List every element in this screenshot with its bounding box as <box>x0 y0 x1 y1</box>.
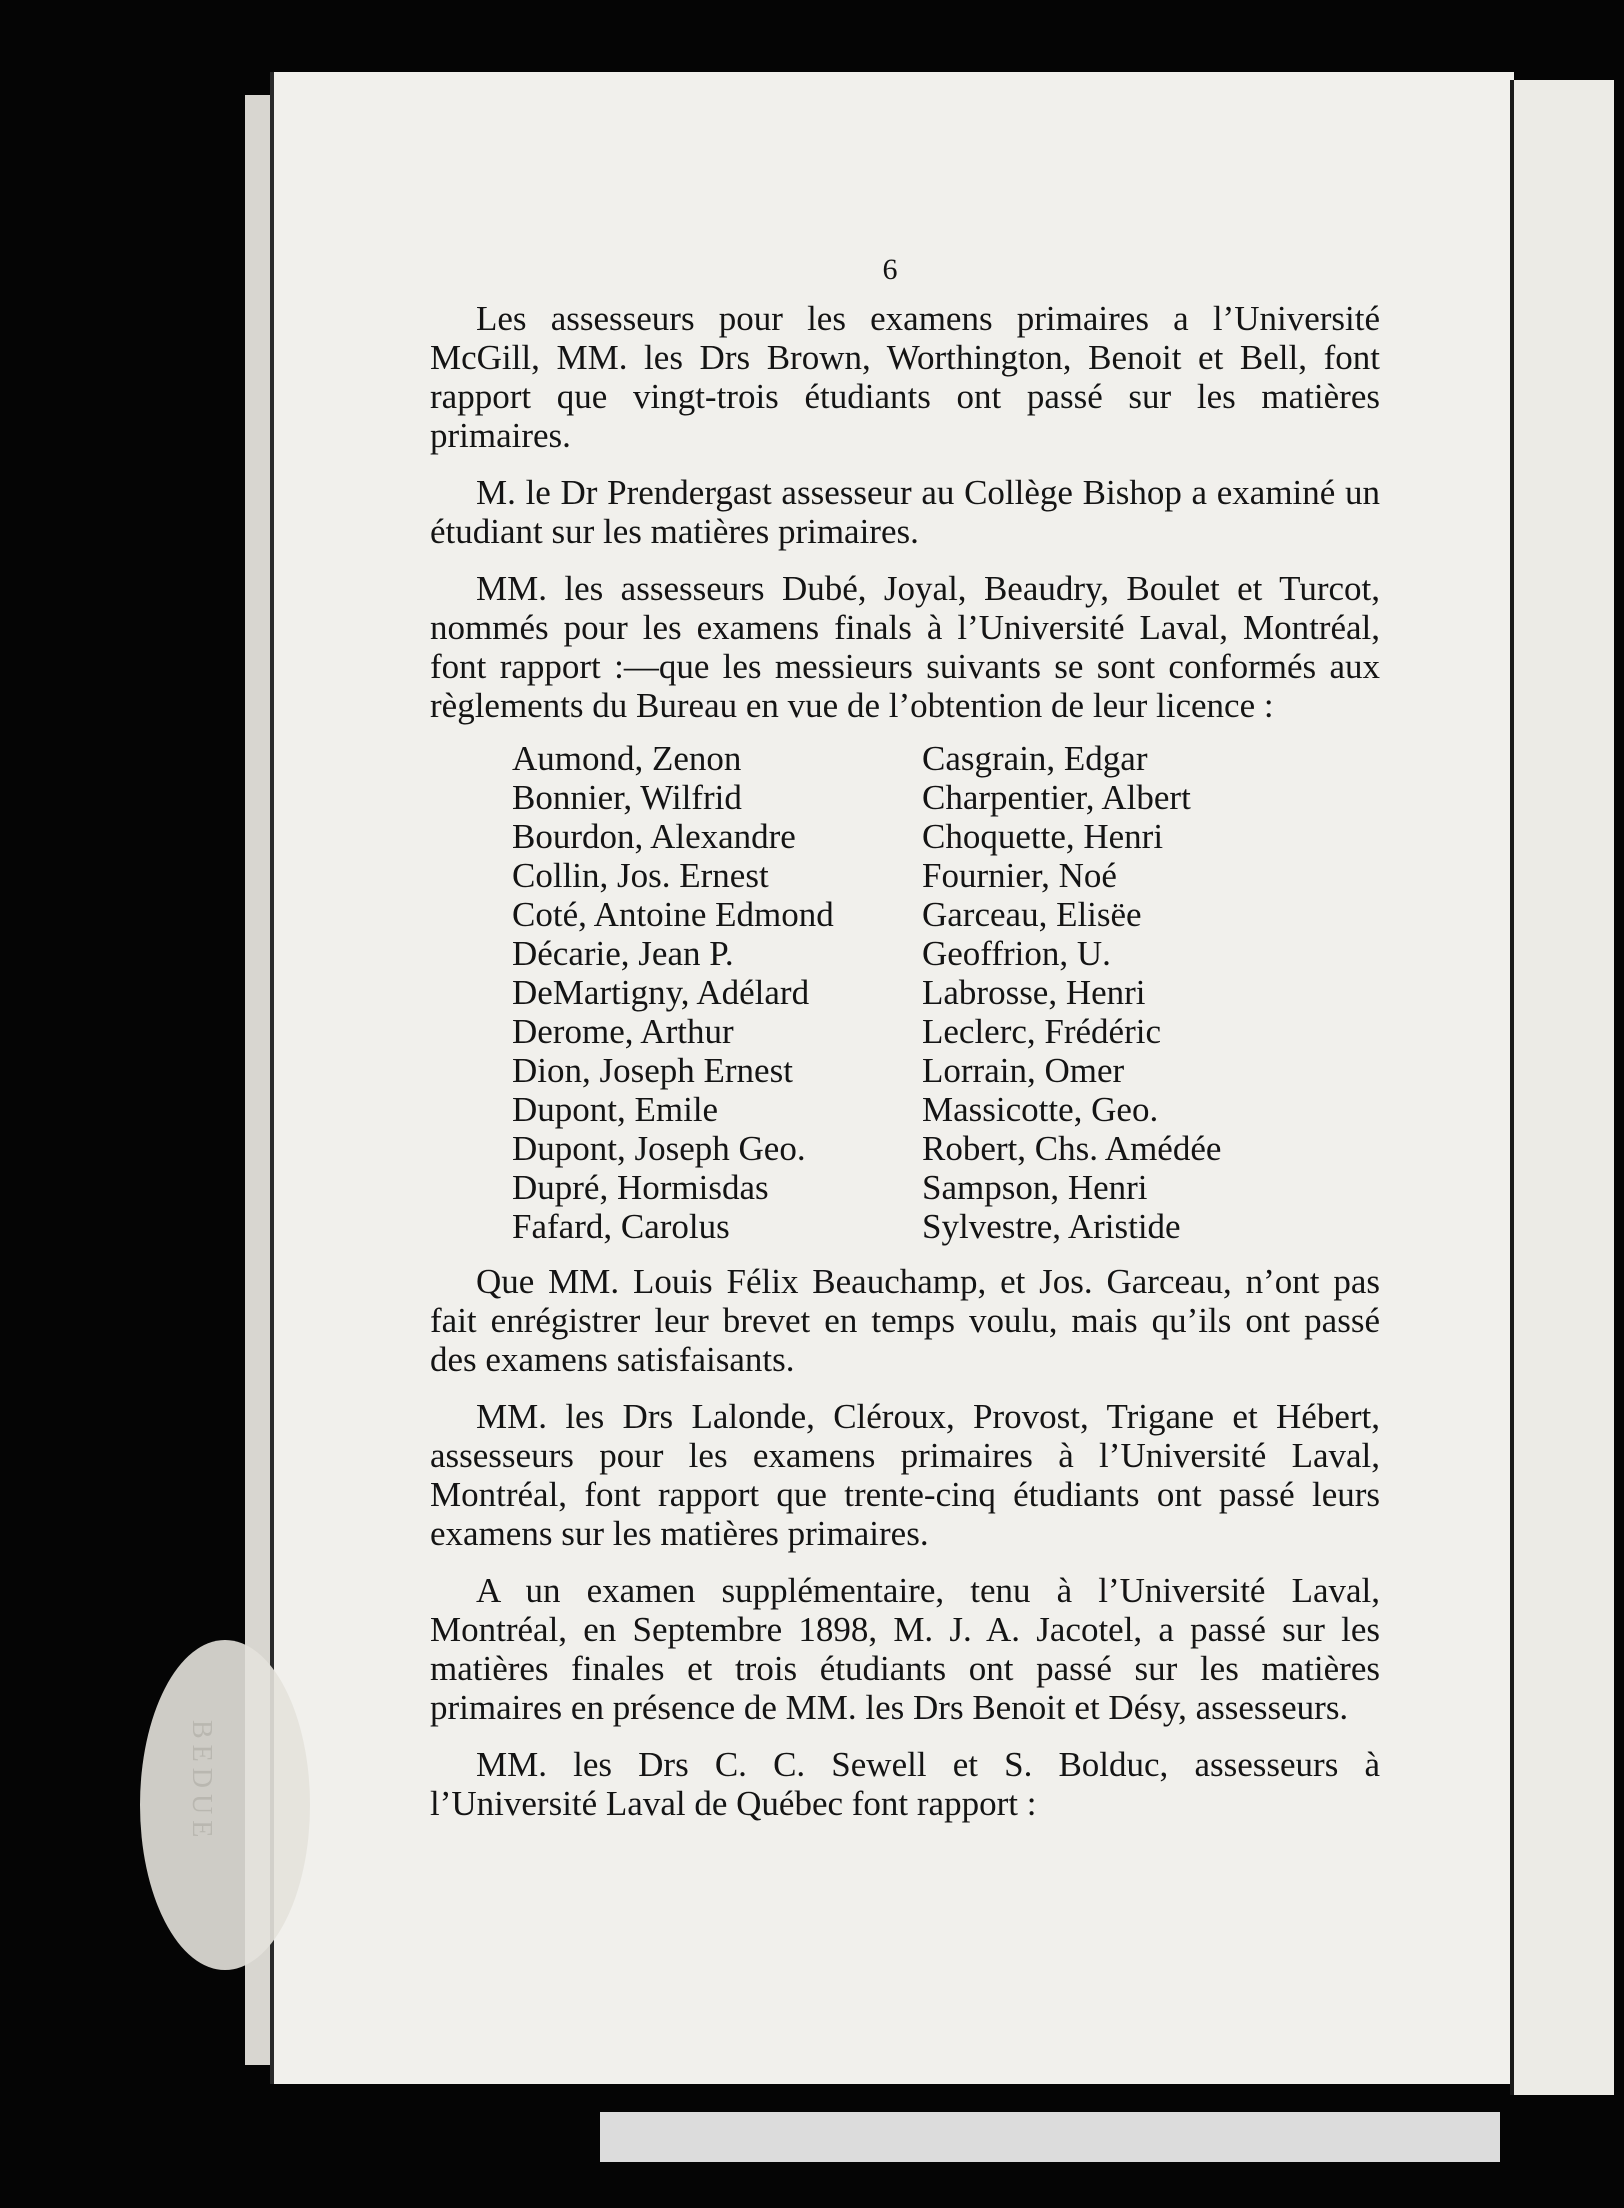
name-entry: Derome, Arthur <box>512 1012 734 1051</box>
name-entry: Choquette, Henri <box>922 817 1164 856</box>
name-entry: Leclerc, Frédéric <box>922 1012 1162 1051</box>
seal-text: BEDUE <box>186 1720 217 1844</box>
name-entry: Garceau, Elisëe <box>922 895 1142 934</box>
name-entry: Dupré, Hormisdas <box>512 1168 769 1207</box>
paragraph: A un examen supplémentaire, tenu à l’Université Laval, Montréal, en Septembre 1898, M. J. A. Jacotel, a passé sur les matières finales et trois étudiants ont passé sur les matières primaires en présence de MM. les Drs Benoit et Désy, assesseurs. <box>430 1571 1380 1727</box>
paragraph: MM. les Drs C. C. Sewell et S. Bolduc, assesseurs à l’Université Laval de Québec font rapport : <box>430 1745 1380 1823</box>
page-number: 6 <box>882 253 898 286</box>
adjacent-page-strip <box>1510 80 1614 2095</box>
name-entry: Bonnier, Wilfrid <box>512 778 742 817</box>
licence-names-list <box>512 739 1380 1246</box>
name-entry: Massicotte, Geo. <box>922 1090 1159 1129</box>
embossed-seal <box>140 1640 310 1970</box>
name-entry: Lorrain, Omer <box>922 1051 1125 1090</box>
name-entry: Dupont, Emile <box>512 1090 719 1129</box>
paragraph: MM. les assesseurs Dubé, Joyal, Beaudry, Boulet et Turcot, nommés pour les examens finals à l’Université Laval, Montréal, font rapport :—que les messieurs suivants se sont conformés aux règlements du Bureau en vue de l’obtention de leur licence : <box>430 569 1380 725</box>
name-entry: Labrosse, Henri <box>922 973 1146 1012</box>
paragraph: MM. les Drs Lalonde, Cléroux, Provost, Trigane et Hébert, assesseurs pour les examens primaires à l’Université Laval, Montréal, font rapport que trente-cinq étudiants ont passé leurs examens sur les matières primaires. <box>430 1397 1380 1553</box>
name-entry: Sampson, Henri <box>922 1168 1148 1207</box>
paragraph: Que MM. Louis Félix Beauchamp, et Jos. Garceau, n’ont pas fait enrégistrer leur brevet en temps voulu, mais qu’ils ont passé des examens satisfaisants. <box>430 1262 1380 1379</box>
name-entry: Sylvestre, Aristide <box>922 1207 1181 1246</box>
name-entry: DeMartigny, Adélard <box>512 973 810 1012</box>
name-entry: Bourdon, Alexandre <box>512 817 796 856</box>
name-entry: Dupont, Joseph Geo. <box>512 1129 806 1168</box>
name-entry: Collin, Jos. Ernest <box>512 856 769 895</box>
name-entry: Casgrain, Edgar <box>922 739 1148 778</box>
name-entry: Fournier, Noé <box>922 856 1117 895</box>
name-entry: Robert, Chs. Amédée <box>922 1129 1222 1168</box>
paragraph: M. le Dr Prendergast assesseur au Collège Bishop a examiné un étudiant sur les matières primaires. <box>430 473 1380 551</box>
name-entry: Dion, Joseph Ernest <box>512 1051 793 1090</box>
name-entry: Fafard, Carolus <box>512 1207 730 1246</box>
page-text <box>430 250 1380 1841</box>
name-entry: Coté, Antoine Edmond <box>512 895 834 934</box>
names-left-column <box>512 739 922 1246</box>
paragraph: Les assesseurs pour les examens primaires a l’Université McGill, MM. les Drs Brown, Worthington, Benoit et Bell, font rapport que vingt-trois étudiants ont passé sur les matières primaires. <box>430 299 1380 455</box>
name-entry: Aumond, Zenon <box>512 739 742 778</box>
names-right-column <box>922 739 1332 1246</box>
name-entry: Geoffrion, U. <box>922 934 1111 973</box>
name-entry: Charpentier, Albert <box>922 778 1191 817</box>
name-entry: Décarie, Jean P. <box>512 934 734 973</box>
scan-bottom-bar <box>600 2112 1500 2162</box>
